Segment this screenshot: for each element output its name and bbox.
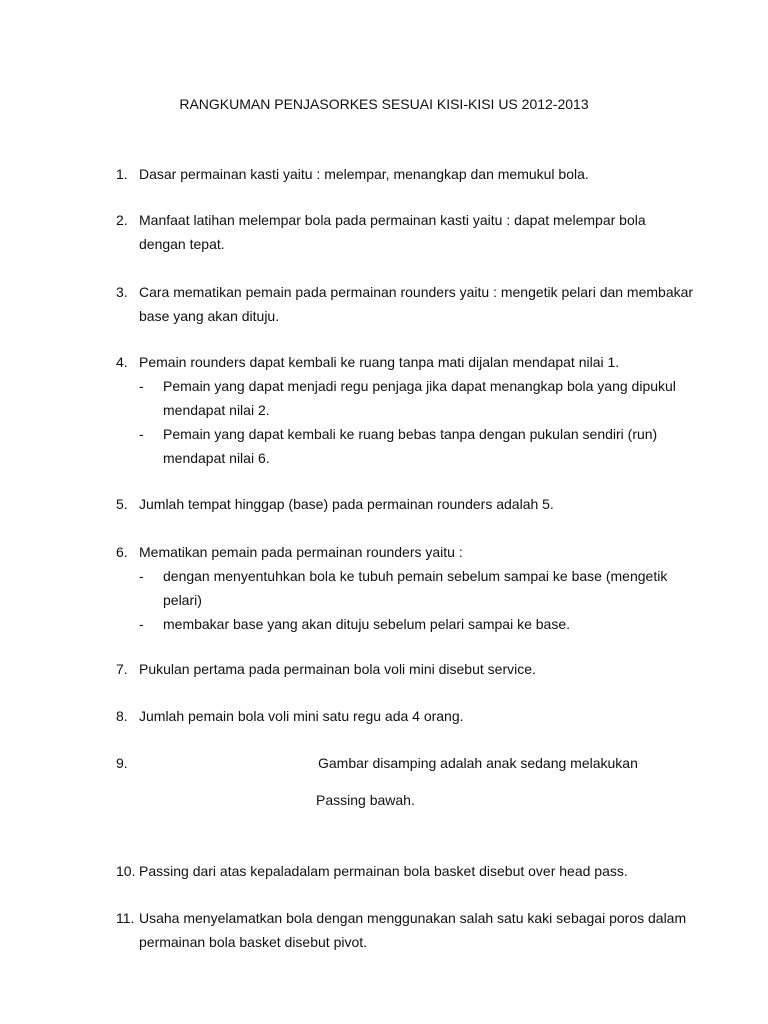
item-number: 4. [116, 354, 128, 370]
list-item [116, 280, 696, 328]
item-9-text: Gambar disamping adalah anak sedang melakukan [318, 755, 638, 771]
item-text: Passing dari atas kepaladalam permainan bola basket disebut over head pass. [139, 863, 628, 879]
sub-item-marker: - [139, 426, 144, 442]
list-item [116, 906, 696, 954]
item-number: 1. [116, 166, 128, 182]
item-number: 7. [116, 661, 128, 677]
sub-item-text: Pemain yang dapat menjadi regu penjaga jika dapat menangkap bola yang dipukul mendapat nilai 2. [163, 378, 676, 418]
item-number: 3. [116, 284, 128, 300]
item-text: Cara mematikan pemain pada permainan rounders yaitu : mengetik pelari dan membakar base yang akan dituju. [139, 284, 694, 324]
item-text: Mematikan pemain pada permainan rounders yaitu : [139, 544, 463, 560]
list-item [116, 350, 696, 470]
item-number: 5. [116, 496, 128, 512]
list-item [116, 162, 696, 186]
item-number: 9. [116, 755, 128, 771]
item-number: 6. [116, 544, 128, 560]
item-number: 10. [116, 863, 136, 879]
sub-item [139, 374, 696, 422]
item-text: Jumlah tempat hinggap (base) pada permainan rounders adalah 5. [139, 496, 554, 512]
item-number: 8. [116, 708, 128, 724]
item-text: Pukulan pertama pada permainan bola voli mini disebut service. [139, 661, 536, 677]
list-item [116, 657, 696, 681]
item-text: Usaha menyelamatkan bola dengan menggunakan salah satu kaki sebagai poros dalam permainan bola basket disebut pivot. [139, 910, 687, 950]
sub-item-text: Pemain yang dapat kembali ke ruang bebas tanpa dengan pukulan sendiri (run) mendapat nilai 6. [163, 426, 658, 466]
sub-item-marker: - [139, 568, 144, 584]
sub-item [139, 612, 696, 636]
item-text: Dasar permainan kasti yaitu : melempar, menangkap dan memukul bola. [139, 166, 589, 182]
list-item [116, 208, 696, 256]
item-number: 2. [116, 212, 128, 228]
item-text: Jumlah pemain bola voli mini satu regu ada 4 orang. [139, 708, 464, 724]
list-item [116, 492, 696, 516]
item-9-answer: Passing bawah. [316, 792, 415, 808]
sub-item [139, 564, 696, 612]
sub-item-marker: - [139, 616, 144, 632]
document-title: RANGKUMAN PENJASORKES SESUAI KISI-KISI US 2012-2013 [179, 96, 589, 112]
item-text: Pemain rounders dapat kembali ke ruang tanpa mati dijalan mendapat nilai 1. [139, 354, 620, 370]
item-number: 11. [116, 910, 135, 926]
list-item [116, 704, 696, 728]
list-item [116, 859, 696, 883]
sub-item [139, 422, 696, 470]
sub-item-marker: - [139, 378, 144, 394]
list-item [116, 540, 696, 636]
item-text: Manfaat latihan melempar bola pada permainan kasti yaitu : dapat melempar bola dengan tepat. [139, 212, 646, 252]
sub-item-text: dengan menyentuhkan bola ke tubuh pemain sebelum sampai ke base (mengetik pelari) [163, 568, 668, 608]
sub-item-text: membakar base yang akan dituju sebelum pelari sampai ke base. [163, 616, 571, 632]
